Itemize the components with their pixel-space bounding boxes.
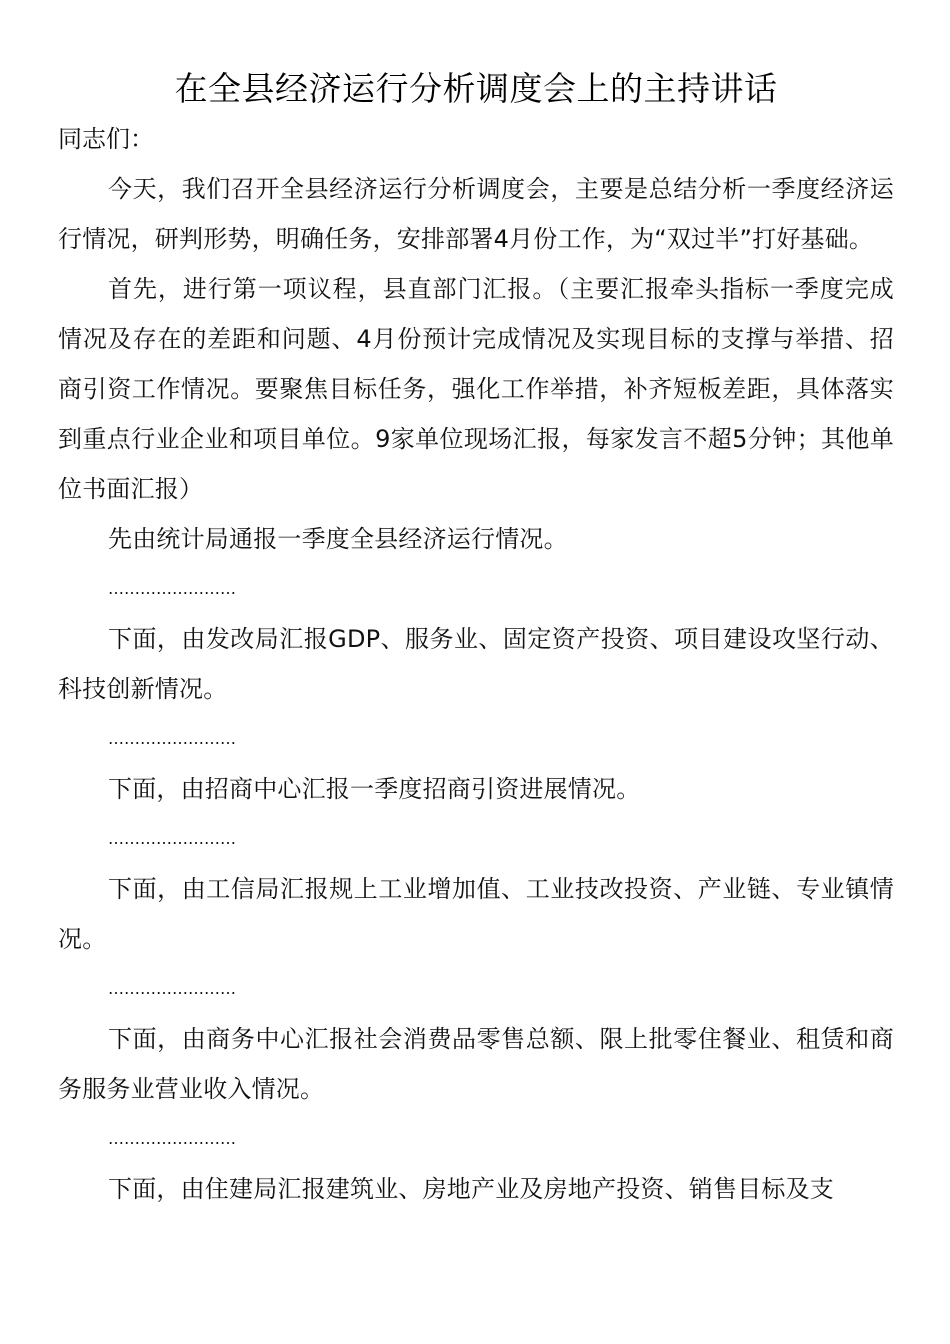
- paragraph-development-reform-bureau: 下面，由发改局汇报GDP、服务业、固定资产投资、项目建设攻坚行动、科技创新情况。: [58, 625, 894, 703]
- paragraph-industry-bureau: 下面，由工信局汇报规上工业增加值、工业技改投资、产业链、专业镇情况。: [58, 875, 894, 953]
- page-bottom-cut: [58, 1164, 894, 1214]
- paragraph-opening: 今天，我们召开全县经济运行分析调度会，主要是总结分析一季度经济运行情况，研判形势，明确任务，安排部署4月份工作，为“双过半”打好基础。: [58, 175, 894, 253]
- ellipsis-separator: ……………………: [108, 979, 236, 998]
- document-page: [58, 64, 894, 1214]
- ellipsis-separator: ……………………: [108, 729, 236, 748]
- document-title: 在全县经济运行分析调度会上的主持讲话: [174, 69, 778, 108]
- paragraph-statistics-bureau: 先由统计局通报一季度全县经济运行情况。: [108, 525, 568, 553]
- ellipsis-separator: ……………………: [108, 829, 236, 848]
- paragraph-agenda-item-one: 首先，进行第一项议程，县直部门汇报。（主要汇报牵头指标一季度完成情况及存在的差距和问题、4月份预计完成情况及实现目标的支撑与举措、招商引资工作情况。要聚焦目标任务，强化工作举措，补齐短板差距，具体落实到重点行业企业和项目单位。9家单位现场汇报，每家发言不超5分钟；其他单位书面汇报）: [58, 275, 894, 503]
- paragraph-investment-center: 下面，由招商中心汇报一季度招商引资进展情况。: [108, 775, 641, 803]
- paragraph-housing-bureau: 下面，由住建局汇报建筑业、房地产业及房地产投资、销售目标及支: [108, 1175, 834, 1203]
- ellipsis-separator: ……………………: [108, 1129, 236, 1148]
- paragraph-commerce-center: 下面，由商务中心汇报社会消费品零售总额、限上批零住餐业、租赁和商务服务业营业收入情况。: [58, 1025, 894, 1103]
- salutation: 同志们：: [58, 125, 154, 153]
- ellipsis-separator: ……………………: [108, 579, 236, 598]
